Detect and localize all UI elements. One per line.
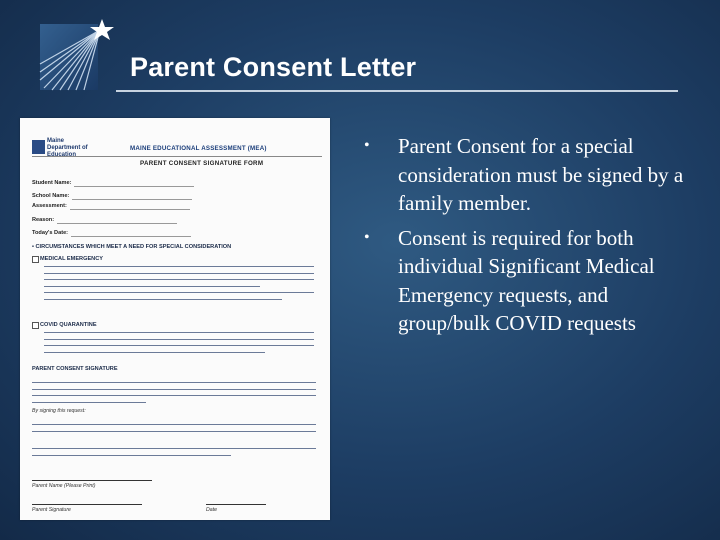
bullet-dot: •	[364, 137, 370, 154]
title-divider	[116, 90, 678, 92]
sign-prompt: By signing this request:	[32, 408, 86, 414]
field-school-name: School Name:	[32, 193, 192, 200]
medical-paragraph	[44, 264, 314, 303]
checkbox-covid	[32, 322, 39, 329]
maine-doe-logo	[32, 136, 88, 166]
star-burst-logo-icon	[38, 18, 116, 92]
circumstances-heading: • CIRCUMSTANCES WHICH MEET A NEED FOR SPECIAL CONSIDERATION	[32, 244, 232, 250]
signature-paragraph	[32, 380, 316, 406]
bullet-text: Consent is required for both individual Significant Medical Emergency requests, and group/bulk COVID requests	[398, 225, 655, 335]
bullet-item	[360, 224, 690, 338]
consent-option-1	[32, 422, 316, 435]
org-name: Maine Department of Education	[47, 138, 88, 158]
parent-signature-label: Parent Signature	[32, 507, 71, 513]
consent-form-image	[20, 118, 330, 520]
covid-paragraph	[44, 330, 314, 356]
date-label: Date	[206, 507, 217, 513]
form-header: MAINE EDUCATIONAL ASSESSMENT (MEA)	[130, 145, 267, 152]
maine-state-icon	[32, 140, 45, 154]
date-line	[206, 504, 266, 505]
parent-name-line	[32, 480, 152, 481]
bullet-dot: •	[364, 228, 370, 246]
consent-option-2	[32, 446, 316, 459]
signature-heading: PARENT CONSENT SIGNATURE	[32, 366, 118, 372]
slide-title: Parent Consent Letter	[130, 52, 417, 82]
field-reason: Reason:	[32, 217, 177, 224]
section-medical-heading: MEDICAL EMERGENCY	[40, 256, 103, 262]
section-covid-heading: COVID QUARANTINE	[40, 322, 97, 328]
field-assessment: Assessment:	[32, 203, 190, 210]
divider	[32, 156, 322, 157]
field-todays-date: Today's Date:	[32, 230, 191, 237]
bullet-text: Parent Consent for a special consideration must be signed by a family member.	[398, 134, 684, 215]
checkbox-medical	[32, 256, 39, 263]
bullet-item	[360, 132, 690, 218]
form-subheader: PARENT CONSENT SIGNATURE FORM	[140, 160, 264, 167]
bullet-list	[360, 132, 690, 344]
parent-signature-line	[32, 504, 142, 505]
field-student-name: Student Name:	[32, 180, 194, 187]
parent-name-label: Parent Name (Please Print)	[32, 483, 96, 489]
